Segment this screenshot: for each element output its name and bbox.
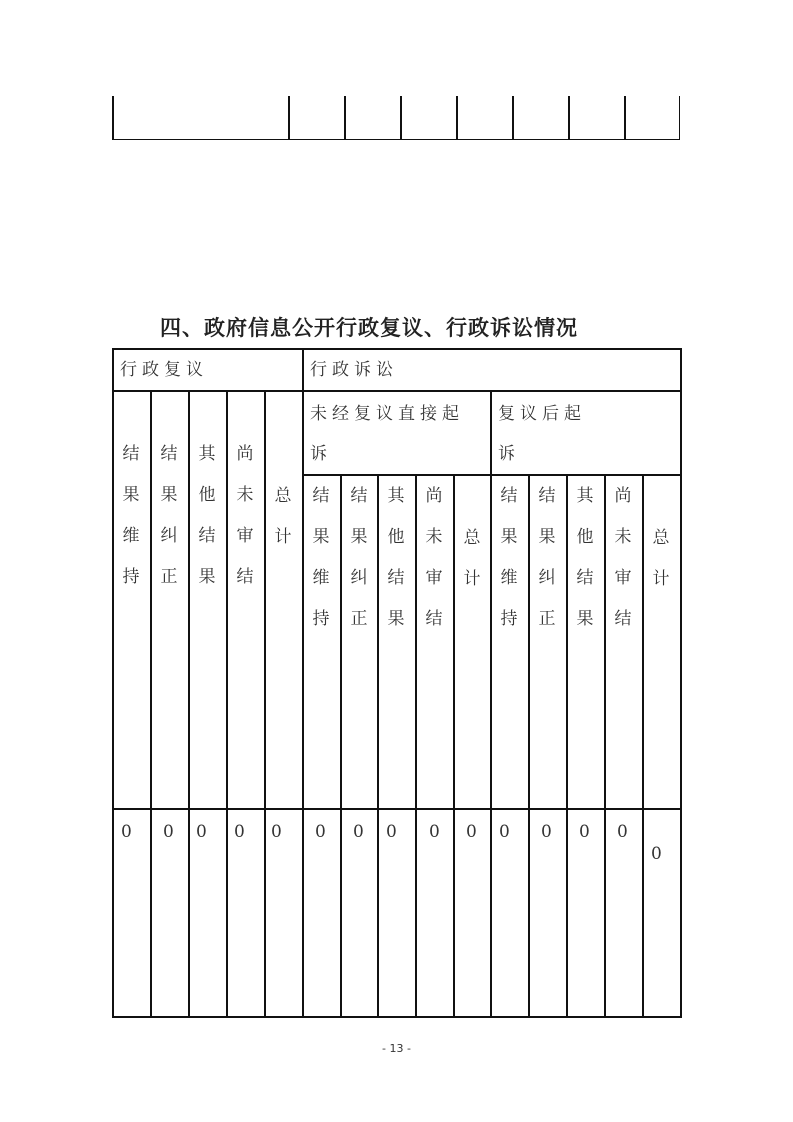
- col-direct-upheld: 结果维持: [312, 486, 330, 629]
- col-post-total: 总计: [652, 528, 670, 589]
- col-direct-corrected: 结果纠正: [350, 486, 368, 629]
- header-direct-suit-cont: 诉: [310, 444, 332, 464]
- value-post-corrected: 0: [541, 822, 552, 842]
- value-post-other: 0: [579, 822, 590, 842]
- col-direct-other: 其他结果: [387, 486, 405, 629]
- col-direct-pending: 尚未审结: [425, 486, 443, 629]
- value-direct-total: 0: [466, 822, 477, 842]
- col-post-corrected: 结果纠正: [538, 486, 556, 629]
- header-direct-suit: 未经复议直接起: [310, 404, 464, 424]
- col-review-upheld: 结果维持: [122, 444, 140, 587]
- value-review-upheld: 0: [121, 822, 132, 842]
- value-review-total: 0: [271, 822, 282, 842]
- col-post-other: 其他结果: [576, 486, 594, 629]
- col-review-total: 总计: [274, 486, 292, 547]
- header-review: 行政复议: [120, 360, 208, 380]
- header-post-review-suit-cont: 诉: [498, 444, 520, 464]
- value-direct-upheld: 0: [315, 822, 326, 842]
- col-post-upheld: 结果维持: [500, 486, 518, 629]
- page-number: - 13 -: [382, 1042, 411, 1055]
- col-review-pending: 尚未审结: [236, 444, 254, 587]
- value-direct-pending: 0: [429, 822, 440, 842]
- value-post-total: 0: [651, 844, 662, 864]
- col-direct-total: 总计: [463, 528, 481, 589]
- col-post-pending: 尚未审结: [614, 486, 632, 629]
- header-litigation: 行政诉讼: [310, 360, 398, 380]
- value-review-pending: 0: [234, 822, 245, 842]
- value-post-pending: 0: [617, 822, 628, 842]
- value-direct-corrected: 0: [353, 822, 364, 842]
- value-review-other: 0: [196, 822, 207, 842]
- value-direct-other: 0: [386, 822, 397, 842]
- value-post-upheld: 0: [499, 822, 510, 842]
- section-title: 四、政府信息公开行政复议、行政诉讼情况: [160, 316, 578, 340]
- col-review-corrected: 结果纠正: [160, 444, 178, 587]
- col-review-other: 其他结果: [198, 444, 216, 587]
- header-post-review-suit: 复议后起: [498, 404, 586, 424]
- value-review-corrected: 0: [163, 822, 174, 842]
